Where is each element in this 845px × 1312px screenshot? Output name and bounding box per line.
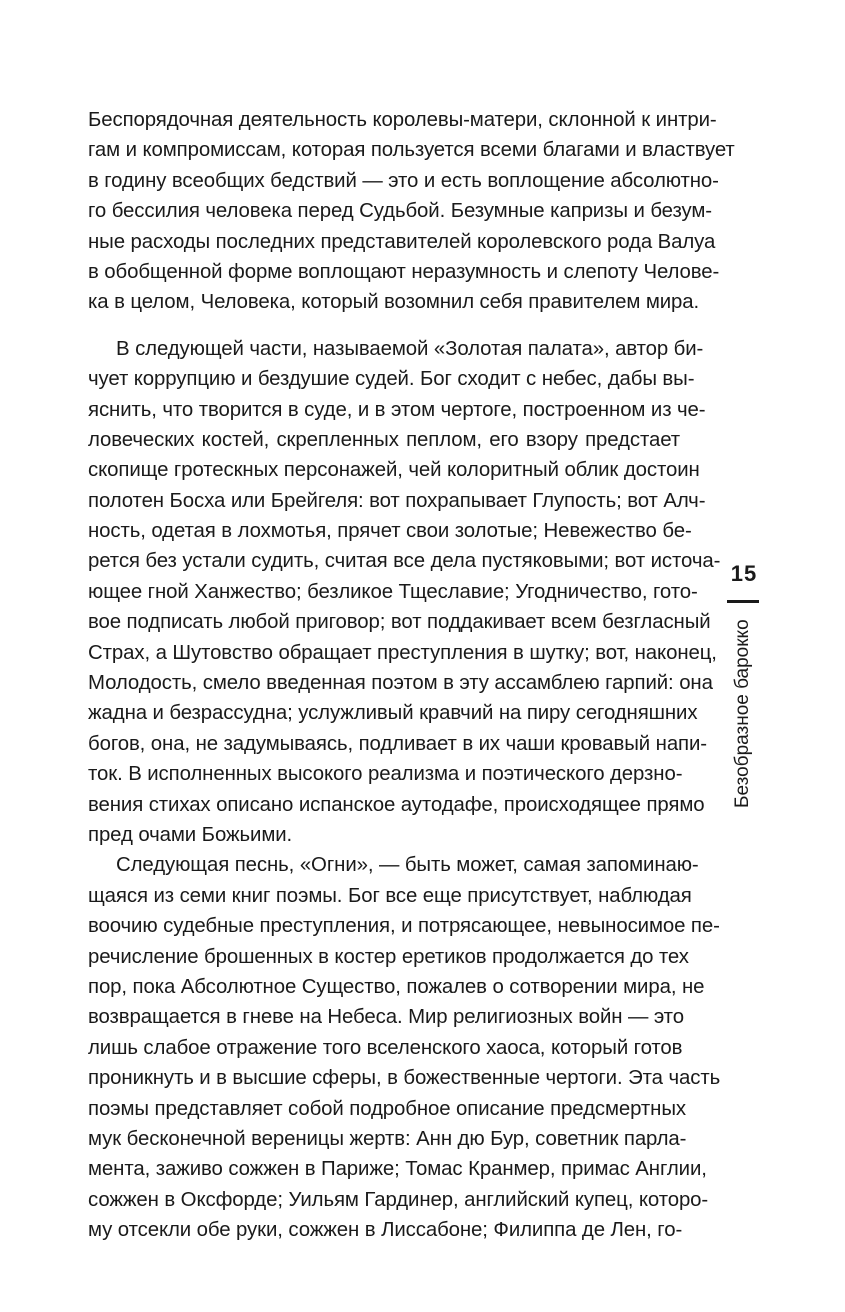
text-line: полотен Босха или Брейгеля: вот похрапывает Глупость; вот Алч- [88, 489, 706, 512]
text-line: ные расходы последних представителей королевского рода Валуа [88, 230, 716, 253]
text-line: скопище гротескных персонажей, чей колоритный облик достоин [88, 459, 700, 482]
text-line: ловеческих костей, скрепленных пеплом, его взору предстает [88, 428, 680, 451]
text-line: воочию судебные преступления, и потрясающее, невыносимое пе- [88, 915, 720, 938]
text-line: сожжен в Оксфорде; Уильям Гардинер, английский купец, которо- [88, 1188, 709, 1211]
body-text [88, 105, 735, 1245]
text-line: Беспорядочная деятельность королевы-матери, склонной к интри- [88, 109, 717, 131]
text-line: вое подписать любой приговор; вот поддакивает всем безгласный [88, 611, 711, 634]
text-line: яснить, что творится в суде, и в этом чертоге, построенном из че- [88, 398, 706, 421]
page-number: 15 [730, 561, 758, 586]
paragraph-3 [88, 850, 721, 1245]
text-line: Следующая песнь, «Огни», — быть может, самая запоминаю- [116, 854, 699, 877]
text-line: щаяся из семи книг поэмы. Бог все еще присутствует, наблюдая [88, 884, 692, 907]
text-line: ющее гной Ханжество; безликое Тщеславие; Угодничество, гото- [88, 580, 698, 603]
text-line: жадна и безрассудна; услужливый кравчий на пиру сегодняшних [88, 702, 698, 725]
text-line: в годину всеобщих бедствий — это и есть воплощение абсолютно- [88, 169, 719, 192]
text-line: возвращается в гневе на Небеса. Мир религиозных войн — это [88, 1006, 684, 1029]
running-head: Безобразное барокко [732, 619, 753, 808]
text-line: го бессилия человека перед Судьбой. Безумные капризы и безум- [88, 200, 712, 223]
text-line: рется без устали судить, считая все дела пустяковыми; вот источа- [88, 550, 721, 573]
text-line: проникнуть и в высшие сферы, в божественные чертоги. Эта часть [88, 1067, 721, 1090]
text-line: Страх, а Шутовство обращает преступления в шутку; вот, наконец, [88, 641, 717, 664]
text-line: ка в целом, Человека, который возомнил себя правителем мира. [88, 291, 700, 314]
text-line: в обобщенной форме воплощают неразумность и слепоту Челове- [88, 260, 720, 283]
text-line: пред очами Божьими. [88, 823, 293, 846]
text-line: поэмы представляет собой подробное описание предсмертных [88, 1097, 686, 1120]
text-line: В следующей части, называемой «Золотая палата», автор би- [116, 337, 704, 360]
text-line: пор, пока Абсолютное Существо, пожалев о сотворении мира, не [88, 975, 705, 998]
paragraph-2 [88, 334, 721, 851]
text-line: му отсекли обе руки, сожжен в Лиссабоне; Филиппа де Лен, го- [88, 1219, 683, 1242]
text-line: гам и компромиссам, которая пользуется всеми благами и властвует [88, 139, 735, 162]
text-line: богов, она, не задумываясь, подливает в их чаши кровавый напи- [88, 732, 707, 755]
text-line: чует коррупцию и бездушие судей. Бог сходит с небес, дабы вы- [88, 368, 695, 391]
text-line: вения стихах описано испанское аутодафе, происходящее прямо [88, 793, 705, 816]
text-line: речисление брошенных в костер еретиков продолжается до тех [88, 945, 689, 968]
text-line: мента, заживо сожжен в Париже; Томас Кранмер, примас Англии, [88, 1158, 707, 1181]
page-number-rule [727, 600, 759, 603]
text-line: ток. В исполненных высокого реализма и поэтического дерзно- [88, 763, 683, 786]
text-line: лишь слабое отражение того вселенского хаоса, который готов [88, 1036, 683, 1059]
text-line: мук бесконечной вереницы жертв: Анн дю Бур, советник парла- [88, 1127, 687, 1150]
paragraph-1 [88, 105, 735, 318]
text-line: Молодость, смело введенная поэтом в эту ассамблею гарпий: она [88, 672, 713, 695]
text-line: ность, одетая в лохмотья, прячет свои золотые; Невежество бе- [88, 520, 692, 543]
